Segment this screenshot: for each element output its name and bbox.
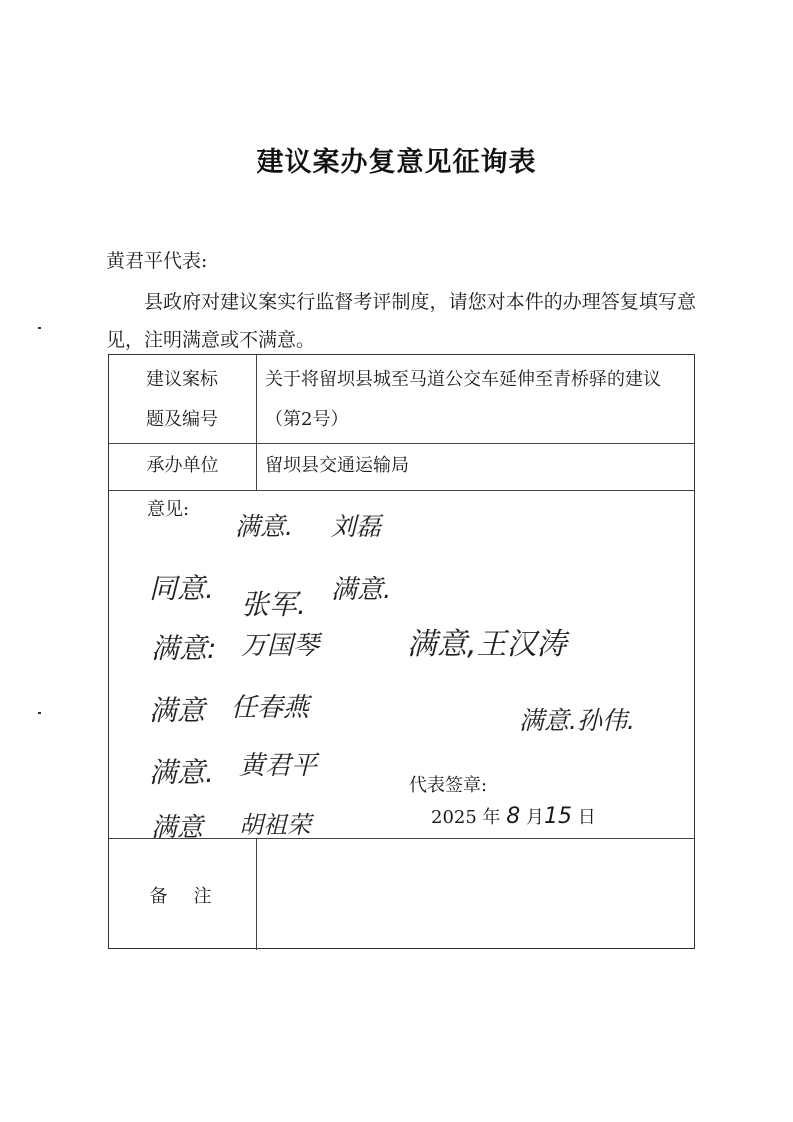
title-number-label: 建议案标题及编号	[146, 369, 218, 430]
handwritten-signature: 胡祖荣	[239, 811, 311, 839]
row-divider	[109, 490, 694, 491]
handwritten-opinion: 满意.	[149, 756, 214, 789]
signature-date	[431, 803, 596, 829]
handwritten-signature: 刘磊	[331, 512, 382, 541]
date-month: 8	[506, 804, 521, 829]
handwritten-opinion-signature: 满意.孙伟.	[519, 706, 635, 735]
undertaking-unit-label: 承办单位	[146, 455, 219, 476]
date-year: 2025	[431, 807, 477, 828]
remarks-value	[257, 839, 694, 948]
salutation: 黄君平代表:	[106, 250, 208, 272]
handwritten-signature: 黄君平	[239, 751, 318, 781]
consultation-table	[108, 354, 695, 949]
undertaking-unit-value: 留坝县交通运输局	[265, 455, 409, 476]
handwritten-opinion: 满意:	[151, 632, 217, 665]
row-divider	[109, 443, 694, 444]
handwritten-opinion: 满意	[149, 694, 206, 727]
scan-speck	[38, 327, 41, 329]
date-month-unit: 月	[526, 807, 545, 828]
opinion-label: 意见:	[147, 499, 190, 520]
handwritten-signature: 任春燕	[231, 693, 310, 723]
intro-paragraph: 县政府对建议案实行监督考评制度，请您对本件的办理答复填写意见，注明满意或不满意。	[106, 291, 696, 351]
representative-seal-label: 代表签章:	[409, 775, 488, 796]
date-day-unit: 日	[577, 807, 596, 828]
column-divider	[256, 355, 257, 490]
proposal-title-value: 关于将留坝县城至马道公交车延伸至青桥驿的建议（第2号）	[265, 369, 661, 430]
date-year-unit: 年	[482, 807, 501, 828]
scan-speck	[38, 712, 41, 714]
handwritten-opinion: 同意.	[149, 572, 214, 605]
handwritten-opinion: 满意.	[331, 575, 392, 605]
remarks-label: 备 注	[149, 886, 216, 907]
handwritten-opinion: 满意.	[235, 512, 293, 541]
document-title: 建议案办复意见征询表	[256, 147, 537, 178]
date-day: 15	[544, 804, 573, 829]
handwritten-signature: 万国琴	[241, 631, 320, 661]
handwritten-signature: 张军.	[241, 588, 306, 621]
handwritten-opinion-signature: 满意,王汉涛	[407, 627, 567, 662]
handwritten-opinion: 满意	[151, 813, 204, 843]
